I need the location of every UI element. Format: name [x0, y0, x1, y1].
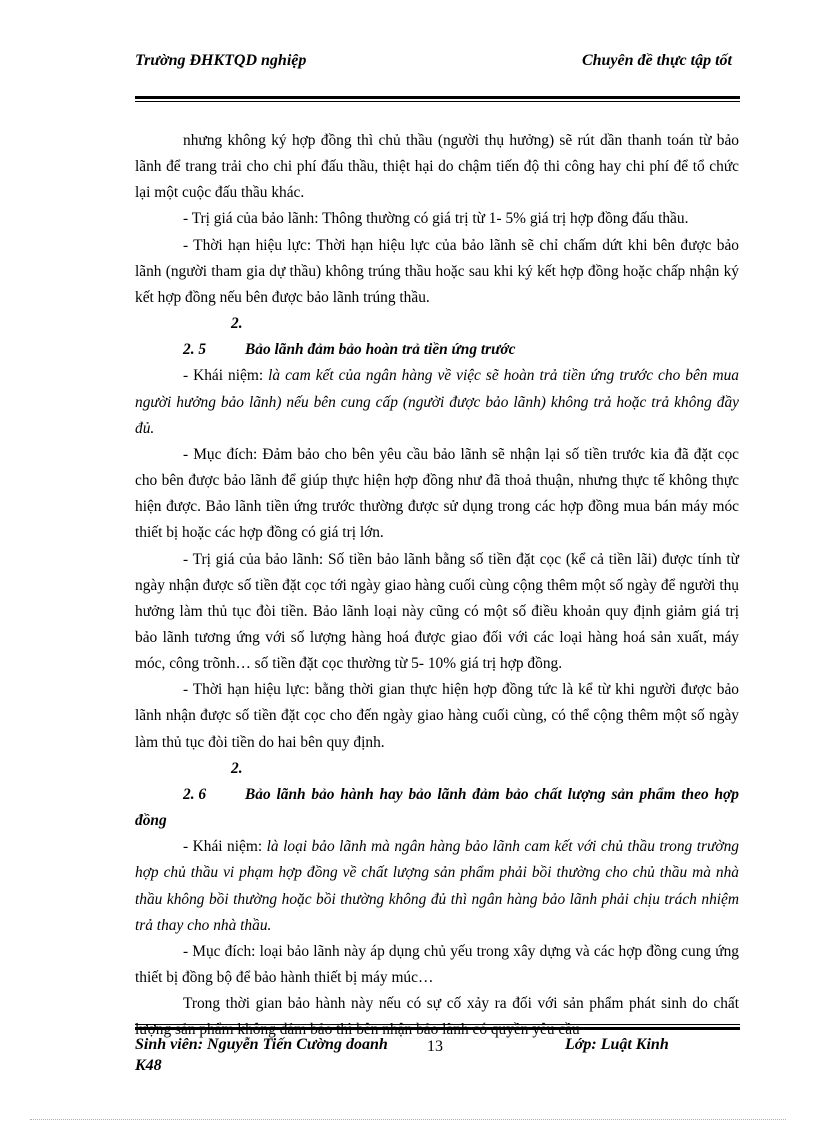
header-school: Trường ĐHKTQD nghiệp: [135, 52, 307, 69]
page-number: 13: [427, 1038, 443, 1055]
paragraph: Trong thời gian bảo hành này nếu có sự cố xảy ra đối với sản phẩm phát sinh do chất: [183, 995, 739, 1013]
header-rule-thin: [135, 101, 740, 102]
definition-lead: - Khái niệm:: [183, 838, 267, 856]
page-edge-divider: [30, 1119, 786, 1120]
paragraph: - Trị giá của bảo lãnh: Số tiền bảo lãnh bằng số tiền đặt cọc (kể cả tiền lãi) được tính từ ngày nhận được số tiền đặt cọc tới ngày giao hàng cuối cùng cộng thêm một số ngày để người thụ hưởng làm thủ tục đòi tiền. Bảo lãnh loại này cũng có một số điều khoản quy định giảm giá trị bảo lãnh tương ứng với số lượng hàng hoá được giao đối với các loại hàng hoá sản xuất, máy móc, công trõnh… số tiền đặt cọc thường từ 5- 10% giá trị hợp đồng.: [135, 550, 739, 673]
page-footer: [135, 1034, 740, 1080]
definition-text: là loại bảo lãnh mà ngân hàng bảo lãnh cam kết với chủ thầu trong trường hợp chủ thầu vi phạm hợp đồng về chất lượng sản phẩm phải bồi thường cho chủ thầu mà nhà thầu không bồi thường hoặc bồi thường không đủ thì ngân hàng bảo lãnh phải chịu trách nhiệm trả thay cho nhà thầu.: [135, 838, 739, 934]
section-heading-226: [135, 756, 739, 834]
footer-student: Sinh viên: Nguyễn Tiến Cường doanh K48: [135, 1036, 388, 1074]
footer-rule-thin: [135, 1024, 740, 1025]
paragraph: - Mục đích: loại bảo lãnh này áp dụng chủ yếu trong xây dựng và các hợp đồng cung ứng thiết bị đồng bộ để bảo hành thiết bị máy múc…: [135, 942, 739, 986]
definition-lead: - Khái niệm:: [183, 367, 269, 385]
page-header: [135, 50, 740, 96]
paragraph: [135, 363, 739, 441]
paragraph: - Trị giá của bảo lãnh: Thông thường có giá trị từ 1- 5% giá trị hợp đồng đấu thầu.: [183, 210, 689, 228]
header-title: Chuyên đề thực tập tốt: [581, 52, 732, 69]
section-number: 2. 2. 5: [183, 315, 243, 359]
paragraph: - Thời hạn hiệu lực: bằng thời gian thực hiện hợp đồng tức là kể từ khi người được bảo lãnh nhận được số tiền đặt cọc cho đến ngày giao hàng cuối cùng, có thể cộng thêm một số ngày làm thủ tục đòi tiền do hai bên quy định.: [135, 681, 739, 751]
section-title: Bảo lãnh đảm bảo hoàn trả tiền ứng trước: [245, 341, 516, 359]
footer-class: Lớp: Luật Kinh: [565, 1036, 669, 1053]
section-heading-225: [135, 311, 739, 363]
footer-rule-thick: [135, 1027, 740, 1030]
paragraph: [135, 834, 739, 939]
section-number: 2. 2. 6: [183, 759, 243, 803]
page-body: [135, 128, 739, 1043]
definition-text: là cam kết của ngân hàng về việc sẽ hoàn trả tiền ứng trước cho bên mua người hưởng bảo lãnh) nếu bên cung cấp (người được bảo lãnh) không trả hoặc trả không đầy đủ.: [135, 367, 739, 437]
paragraph: nhưng không ký hợp đồng thì chủ thầu (người thụ hưởng) sẽ rút dần thanh toán từ bảo lãnh để trang trải cho chi phí đấu thầu, thiệt hại do chậm tiến độ thi công hay chi phí để tổ chức lại một cuộc đấu thầu khác.: [135, 132, 739, 202]
header-rule-thick: [135, 96, 740, 99]
paragraph: - Mục đích: Đảm bảo cho bên yêu cầu bảo lãnh sẽ nhận lại số tiền trước kia đã đặt cọc cho bên được bảo lãnh để giúp thực hiện hợp đồng như đã thoả thuận, nhưng thực tế không thực hiện được. Bảo lãnh tiền ứng trước thường được sử dụng trong các hợp đồng mua bán máy móc thiết bị hoặc các hợp đồng có giá trị lớn.: [135, 445, 739, 542]
paragraph: - Thời hạn hiệu lực: Thời hạn hiệu lực của bảo lãnh sẽ chỉ chấm dứt khi bên được bảo lãnh (người tham gia dự thầu) không trúng thầu hoặc sau khi ký kết hợp đồng hoặc chấp nhận ký kết hợp đồng nếu bên được bảo lãnh trúng thầu.: [135, 236, 739, 306]
section-title: Bảo lãnh bảo hành hay bảo lãnh đảm bảo chất lượng sản phẩm theo hợp đồng: [135, 785, 739, 830]
